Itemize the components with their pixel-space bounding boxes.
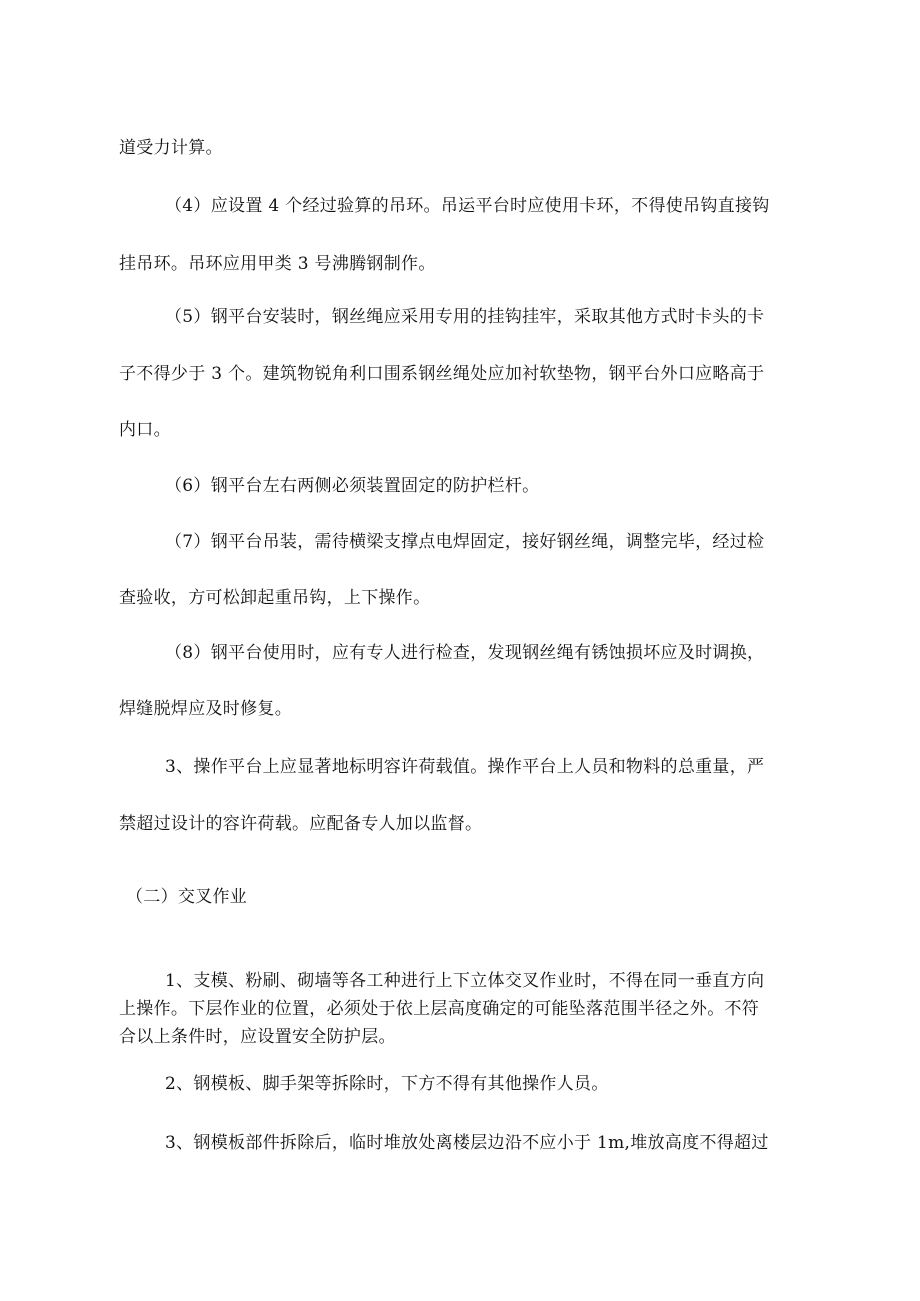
text-line: （5）钢平台安装时，钢丝绳应采用专用的挂钩挂牢，采取其他方式时卡头的卡 bbox=[165, 307, 765, 327]
text-line: 上操作。下层作业的位置，必须处于依上层高度确定的可能坠落范围半径之外。不符 bbox=[119, 999, 760, 1019]
text-line: 查验收，方可松卸起重吊钩，上下操作。 bbox=[119, 588, 431, 608]
text-line: 禁超过设计的容许荷载。应配备专人加以监督。 bbox=[119, 814, 483, 834]
section-heading: （二）交叉作业 bbox=[126, 887, 248, 907]
text-line: 内口。 bbox=[119, 420, 171, 440]
text-line: 挂吊环。吊环应用甲类 3 号沸腾钢制作。 bbox=[119, 254, 436, 274]
text-line: 3、操作平台上应显著地标明容许荷载值。操作平台上人员和物料的总重量，严 bbox=[165, 757, 765, 777]
text-line: 合以上条件时，应设置安全防护层。 bbox=[119, 1027, 396, 1047]
text-line: （7）钢平台吊装，需待横梁支撑点电焊固定，接好钢丝绳，调整完毕，经过检 bbox=[165, 532, 765, 552]
text-line: （8）钢平台使用时，应有专人进行检查，发现钢丝绳有锈蚀损坏应及时调换， bbox=[165, 643, 765, 663]
text-line: （6）钢平台左右两侧必须装置固定的防护栏杆。 bbox=[165, 476, 540, 496]
text-line: 子不得少于 3 个。建筑物锐角利口围系钢丝绳处应加衬软垫物，钢平台外口应略高于 bbox=[119, 364, 765, 384]
text-line: 2、钢模板、脚手架等拆除时，下方不得有其他操作人员。 bbox=[165, 1074, 609, 1094]
text-line: 焊缝脱焊应及时修复。 bbox=[119, 699, 292, 719]
text-line: 道受力计算。 bbox=[119, 138, 223, 158]
text-line: （4）应设置 4 个经过验算的吊环。吊运平台时应使用卡环，不得使吊钩直接钩 bbox=[165, 196, 770, 216]
text-line: 3、钢模板部件拆除后，临时堆放处离楼层边沿不应小于 1m,堆放高度不得超过 bbox=[165, 1133, 769, 1153]
text-line: 1、支模、粉刷、砌墙等各工种进行上下立体交叉作业时，不得在同一垂直方向 bbox=[165, 971, 765, 991]
